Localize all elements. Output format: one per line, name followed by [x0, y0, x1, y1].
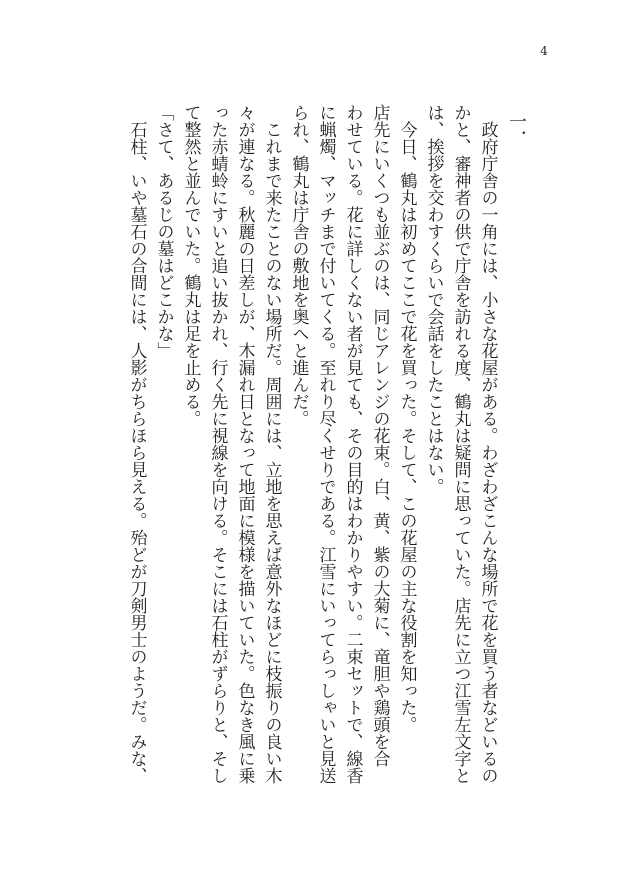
- text-line: った赤蜻蛉にすいと追い抜かれ、行く先に視線を向ける。そこには石柱がずらりと、そし: [207, 104, 228, 784]
- text-line: 石柱、いや墓石の合間には、人影がちらほら見える。殆どが刀剣男士のようだ。みな、: [126, 104, 147, 784]
- text-line: かと、審神者の供で庁舎を訪れる度、鶴丸は疑問に思っていた。店先に立つ江雪左文字と: [450, 104, 471, 784]
- page-number: 4: [540, 44, 548, 58]
- text-line: に蝋燭、マッチまで付いてくる。至れり尽くせりである。江雪にいってらっしゃいと見送: [315, 104, 336, 784]
- text-line: これまで来たことのない場所だ。周囲には、立地を思えば意外なほどに枝振りの良い木: [261, 104, 282, 784]
- chapter-heading: 一．: [506, 112, 527, 148]
- text-line: られ、鶴丸は庁舎の敷地を奥へと進んだ。: [288, 104, 309, 427]
- body-text: [123, 104, 501, 794]
- text-line: て整然と並んでいた。鶴丸は足を止める。: [180, 104, 201, 427]
- text-line: 政府庁舎の一角には、小さな花屋がある。わざわざこんな場所で花を買う者などいるの: [477, 104, 498, 784]
- text-line: 今日、鶴丸は初めてここで花を買った。そして、この花屋の主な役割を知った。: [396, 104, 417, 733]
- text-line: は、挨拶を交わすくらいで会話をしたことはない。: [423, 104, 444, 495]
- text-line: 店先にいくつも並ぶのは、同じアレンジの花束。白、黄、紫の大菊に、竜胆や鶏頭を合: [369, 104, 390, 767]
- dialogue-line: 「さて、あるじの墓はどこかな」: [153, 104, 174, 359]
- text-line: 々が連なる。秋麗の日差しが、木漏れ日となって地面に模様を描いていた。色なき風に乗: [234, 104, 255, 784]
- text-line: わせている。花に詳しくない者が見ても、その目的はわかりやすい。二束セットで、線香: [342, 104, 363, 784]
